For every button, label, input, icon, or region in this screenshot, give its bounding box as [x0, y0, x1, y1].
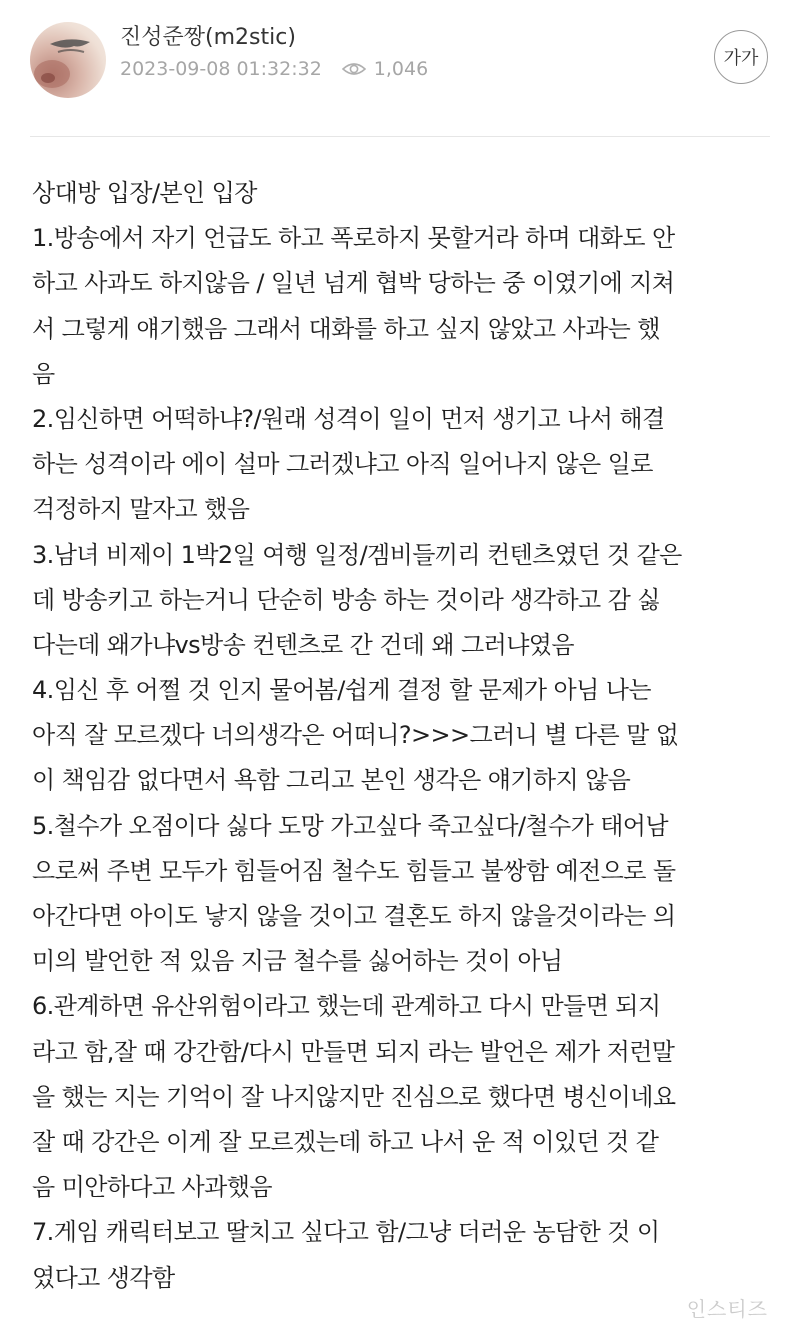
body-line: 6.관계하면 유산위험이라고 했는데 관계하고 다시 만들면 되지: [32, 992, 661, 1021]
body-line: 1.방송에서 자기 언급도 하고 폭로하지 못할거라 하며 대화도 안: [32, 224, 675, 253]
body-line: 5.철수가 오점이다 싫다 도망 가고싶다 죽고싶다/철수가 태어남: [32, 811, 668, 840]
eye-icon: [342, 60, 366, 78]
avatar-image: [30, 22, 106, 98]
body-line: 7.게임 캐릭터보고 딸치고 싶다고 함/그냥 더러운 농담한 것 이: [32, 1218, 660, 1247]
body-line: 걱정하지 말자고 했음: [32, 495, 250, 524]
author-name[interactable]: 진성준짱(m2stic): [120, 25, 296, 50]
body-line: 을 했는 지는 기억이 잘 나지않지만 진심으로 했다면 병신이네요: [32, 1082, 676, 1111]
post-meta: [120, 56, 428, 82]
body-line: 2.임신하면 어떡하냐?/원래 성격이 일이 먼저 생기고 나서 해결: [32, 404, 665, 433]
body-line: 아직 잘 모르겠다 너의생각은 어떠니?>>>그러니 별 다른 말 없: [32, 721, 679, 750]
post-header: [0, 0, 800, 136]
body-line: 상대방 입장/본인 입장: [32, 179, 257, 207]
body-line: 미의 발언한 적 있음 지금 철수를 싫어하는 것이 아님: [32, 947, 563, 976]
body-line: 다는데 왜가냐vs방송 컨텐츠로 간 건데 왜 그러냐였음: [32, 630, 574, 659]
body-line: 라고 함,잘 때 강간함/다시 만들면 되지 라는 발언은 제가 저런말: [32, 1037, 675, 1066]
body-line: 잘 때 강간은 이게 잘 모르겠는데 하고 나서 운 적 이있던 것 같: [32, 1127, 659, 1156]
font-size-button[interactable]: 가가: [714, 30, 768, 84]
body-line: 하는 성격이라 에이 설마 그러겠냐고 아직 일어나지 않은 일로: [32, 450, 653, 479]
body-line: 서 그렇게 얘기했음 그래서 대화를 하고 싶지 않았고 사과는 했: [32, 314, 660, 343]
body-line: 였다고 생각함: [32, 1263, 175, 1292]
body-line: 음: [32, 359, 55, 388]
body-line: 3.남녀 비제이 1박2일 여행 일정/겜비들끼리 컨텐츠였던 것 같은: [32, 540, 682, 569]
body-line: 이 책임감 없다면서 욕함 그리고 본인 생각은 얘기하지 않음: [32, 766, 631, 795]
body-line: 하고 사과도 하지않음 / 일년 넘게 협박 당하는 중 이였기에 지쳐: [32, 269, 675, 298]
post-body: [32, 171, 772, 1301]
watermark: 인스티즈: [686, 1297, 768, 1321]
body-line: 4.임신 후 어쩔 것 인지 물어봄/쉽게 결정 할 문제가 아님 나는: [32, 676, 651, 705]
body-line: 데 방송키고 하는거니 단순히 방송 하는 것이라 생각하고 감 싫: [32, 585, 660, 614]
body-line: 아간다면 아이도 낳지 않을 것이고 결혼도 하지 않을것이라는 의: [32, 902, 676, 930]
view-count: 1,046: [373, 58, 429, 80]
post-date: 2023-09-08 01:32:32: [120, 58, 322, 80]
body-line: 음 미안하다고 사과했음: [32, 1173, 272, 1202]
header-divider: [30, 136, 770, 137]
body-line: 으로써 주변 모두가 힘들어짐 철수도 힘들고 불쌍함 예전으로 돌: [32, 856, 676, 885]
avatar[interactable]: [30, 22, 106, 98]
